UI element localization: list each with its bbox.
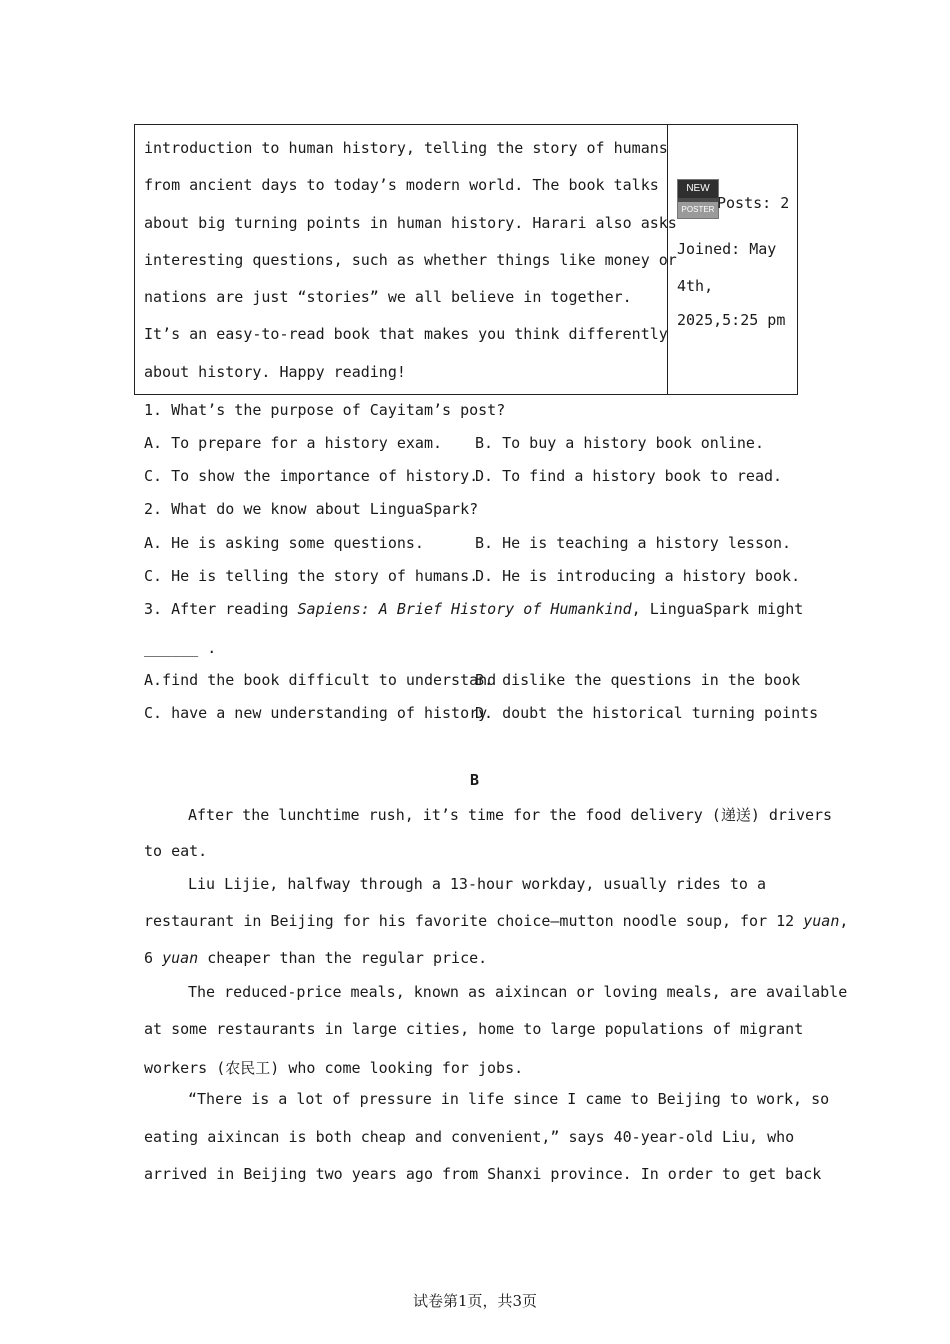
option-2a: A. He is asking some questions. xyxy=(144,534,424,552)
option-2c: C. He is telling the story of humans. xyxy=(144,567,479,585)
joined-day: 4th, xyxy=(677,277,714,295)
text-segment: cheaper than the regular price. xyxy=(198,949,488,967)
paragraph-line: Liu Lijie, halfway through a 13-hour workday, usually rides to a xyxy=(188,875,766,893)
post-line: introduction to human history, telling the story of humans xyxy=(144,139,668,157)
yuan-italic: yuan xyxy=(803,912,840,930)
post-line: from ancient days to today’s modern world. The book talks xyxy=(144,176,659,195)
paragraph-line xyxy=(144,912,848,930)
post-line: about big turning points in human history. Harari also asks xyxy=(144,213,677,232)
posts-count: Posts: 2 xyxy=(717,194,790,212)
book-title: Sapiens: A Brief History of Humankind xyxy=(297,600,632,618)
text-segment: 6 xyxy=(144,949,163,967)
answer-blank: ______ . xyxy=(144,639,217,657)
option-2b: B. He is teaching a history lesson. xyxy=(475,534,792,552)
option-3d: D. doubt the historical turning points xyxy=(475,704,819,722)
joined-date: 2025,5:25 pm xyxy=(677,311,786,329)
paragraph-line: at some restaurants in large cities, home to large populations of migrant xyxy=(144,1020,804,1038)
text-segment: , xyxy=(839,912,849,930)
paragraph-line: workers (农民工) who come looking for jobs. xyxy=(144,1059,524,1077)
paragraph-line: arrived in Beijing two years ago from Shanxi province. In order to get back xyxy=(144,1165,822,1183)
question-3 xyxy=(144,600,803,618)
forum-post-table xyxy=(134,124,798,395)
new-poster-icon xyxy=(677,179,719,219)
option-1a: A. To prepare for a history exam. xyxy=(144,434,443,452)
poster-info xyxy=(668,125,797,394)
post-content xyxy=(135,125,677,394)
paragraph-line: After the lunchtime rush, it’s time for the food delivery (递送) drivers xyxy=(188,806,833,824)
option-1d: D. To find a history book to read. xyxy=(475,467,783,485)
option-3b: B. dislike the questions in the book xyxy=(475,671,801,689)
option-3c: C. have a new understanding of history xyxy=(144,704,488,722)
question-1: 1. What’s the purpose of Cayitam’s post? xyxy=(144,401,506,419)
joined-label: Joined: May xyxy=(677,240,777,258)
option-1b: B. To buy a history book online. xyxy=(475,434,764,452)
option-1c: C. To show the importance of history. xyxy=(144,467,479,485)
option-3a: A.find the book difficult to understand xyxy=(144,671,497,689)
text-segment: restaurant in Beijing for his favorite choice—mutton noodle soup, for 12 xyxy=(144,912,804,930)
paragraph-line: eating aixincan is both cheap and convenient,” says 40-year-old Liu, who xyxy=(144,1128,795,1146)
paragraph-line: “There is a lot of pressure in life since I came to Beijing to work, so xyxy=(188,1090,830,1108)
paragraph-line: The reduced-price meals, known as aixincan or loving meals, are available xyxy=(188,983,848,1001)
paragraph-line: to eat. xyxy=(144,842,208,860)
section-heading: B xyxy=(470,771,480,789)
post-line: interesting questions, such as whether things like money or xyxy=(144,250,677,269)
question-2: 2. What do we know about LinguaSpark? xyxy=(144,500,479,518)
post-line: about history. Happy reading! xyxy=(144,362,406,381)
avatar-bottom-text: POSTER xyxy=(678,202,718,218)
yuan-italic: yuan xyxy=(162,949,199,967)
q3-prefix: 3. After reading xyxy=(144,600,298,618)
q3-suffix: , LinguaSpark might xyxy=(631,600,804,618)
page-footer: 试卷第1页，共3页 xyxy=(412,1292,538,1310)
post-line: nations are just “stories” we all believe in together. xyxy=(144,288,632,307)
post-line: It’s an easy-to-read book that makes you think differently xyxy=(144,325,668,344)
paragraph-line xyxy=(144,949,487,967)
option-2d: D. He is introducing a history book. xyxy=(475,567,801,585)
avatar-top-text: NEW xyxy=(678,180,718,198)
